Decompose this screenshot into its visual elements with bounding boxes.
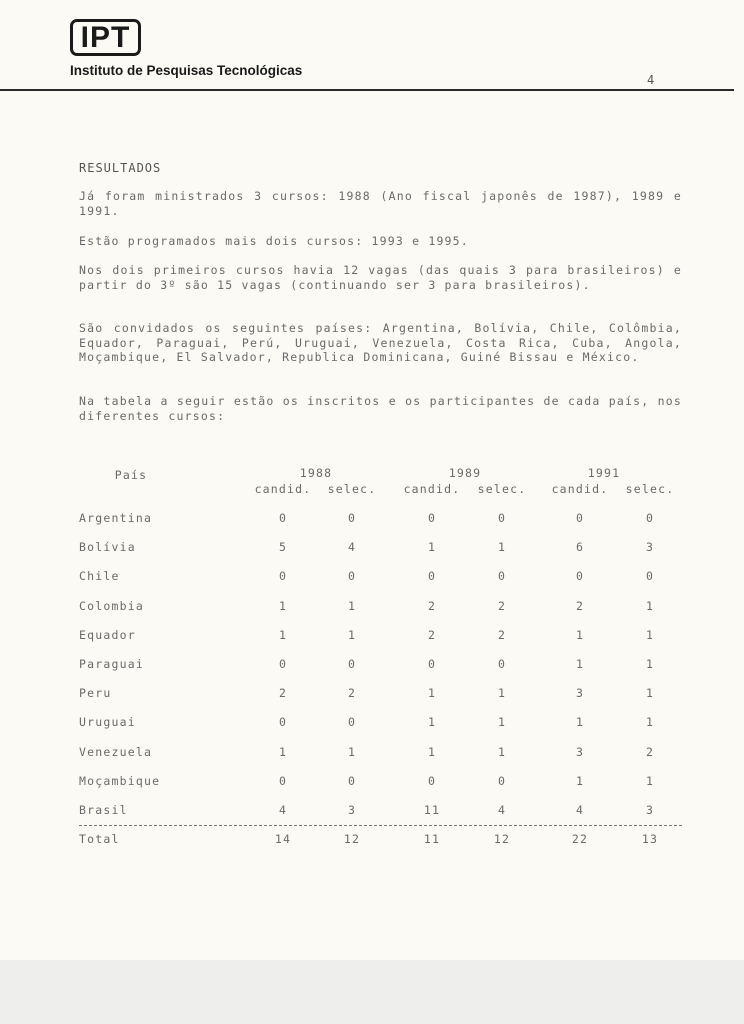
table-cell: 1 bbox=[497, 744, 507, 759]
year-header: 1989 bbox=[448, 466, 482, 480]
row-country-label: Colombia bbox=[79, 598, 144, 613]
table-cell: 4 bbox=[347, 540, 357, 555]
total-cell: 22 bbox=[571, 832, 589, 846]
table-cell: 3 bbox=[645, 540, 655, 555]
ipt-logo bbox=[70, 19, 141, 56]
total-divider bbox=[79, 825, 682, 826]
table-cell: 3 bbox=[575, 744, 585, 759]
table-cell: 11 bbox=[423, 803, 441, 817]
table-cell: 0 bbox=[278, 569, 288, 584]
total-cell: 12 bbox=[493, 832, 511, 846]
table-cell: 2 bbox=[427, 598, 437, 613]
table-cell: 2 bbox=[278, 686, 288, 701]
table-cell: 4 bbox=[575, 803, 585, 817]
table-cell: 0 bbox=[347, 569, 357, 584]
table-cell: 1 bbox=[575, 715, 585, 730]
table-cell: 1 bbox=[497, 715, 507, 730]
row-country-label: Chile bbox=[79, 569, 120, 584]
table-cell: 1 bbox=[347, 627, 357, 642]
table-cell: 1 bbox=[645, 657, 655, 671]
table-cell: 3 bbox=[645, 803, 655, 817]
table-cell: 0 bbox=[497, 773, 507, 788]
table-cell: 6 bbox=[575, 540, 585, 555]
paragraph-courses-planned: Estão programados mais dois cursos: 1993 e 1995. bbox=[79, 234, 469, 248]
table-cell: 0 bbox=[347, 657, 357, 671]
table-cell: 1 bbox=[497, 686, 507, 701]
table-cell: 1 bbox=[645, 598, 655, 613]
table-cell: 1 bbox=[347, 744, 357, 759]
table-cell: 0 bbox=[497, 657, 507, 671]
table-cell: 2 bbox=[497, 627, 507, 642]
table-cell: 1 bbox=[645, 627, 655, 642]
paragraph-courses-held: Já foram ministrados 3 cursos: 1988 (Ano fiscal japonês de 1987), 1989 e 1991. bbox=[79, 189, 682, 218]
table-cell: 0 bbox=[278, 773, 288, 788]
row-country-label: Argentina bbox=[79, 511, 153, 525]
table-cell: 0 bbox=[427, 511, 437, 525]
table-cell: 2 bbox=[575, 598, 585, 613]
table-cell: 1 bbox=[427, 744, 437, 759]
row-country-label: Paraguai bbox=[79, 657, 144, 671]
table-cell: 1 bbox=[427, 715, 437, 730]
table-cell: 0 bbox=[575, 569, 585, 584]
row-country-label: Brasil bbox=[79, 803, 128, 817]
page-bottom-edge bbox=[0, 960, 744, 1024]
table-cell: 1 bbox=[427, 686, 437, 701]
table-cell: 2 bbox=[645, 744, 655, 759]
country-column-header: País bbox=[114, 468, 148, 482]
table-cell: 0 bbox=[645, 569, 655, 584]
table-cell: 0 bbox=[427, 657, 437, 671]
table-cell: 0 bbox=[497, 569, 507, 584]
year-header: 1991 bbox=[587, 466, 621, 480]
column-subheader: candid. bbox=[551, 482, 609, 496]
table-cell: 1 bbox=[278, 744, 288, 759]
total-label: Total bbox=[79, 832, 120, 846]
section-title: RESULTADOS bbox=[79, 161, 162, 175]
table-cell: 0 bbox=[347, 715, 357, 730]
total-cell: 14 bbox=[274, 832, 292, 846]
row-country-label: Bolívia bbox=[79, 540, 136, 555]
table-cell: 1 bbox=[645, 715, 655, 730]
table-cell: 1 bbox=[278, 598, 288, 613]
header-divider bbox=[0, 89, 734, 91]
table-cell: 0 bbox=[427, 773, 437, 788]
total-cell: 12 bbox=[343, 832, 361, 846]
column-subheader: candid. bbox=[403, 482, 461, 496]
row-country-label: Equador bbox=[79, 627, 136, 642]
total-cell: 13 bbox=[641, 832, 659, 846]
table-cell: 3 bbox=[347, 803, 357, 817]
table-cell: 3 bbox=[575, 686, 585, 701]
table-cell: 1 bbox=[347, 598, 357, 613]
paragraph-invited-countries: São convidados os seguintes países: Argentina, Bolívia, Chile, Colômbia, Equador, Paraguai, Perú, Uruguai, Venezuela, Costa Rica, Cuba, Angola, Moçambique, El Salvador, Republica Dominicana, Guiné Bissau e México. bbox=[79, 321, 682, 364]
table-cell: 0 bbox=[575, 511, 585, 525]
table-cell: 1 bbox=[497, 540, 507, 555]
table-cell: 2 bbox=[347, 686, 357, 701]
column-subheader: selec. bbox=[327, 482, 377, 496]
table-cell: 4 bbox=[278, 803, 288, 817]
table-cell: 2 bbox=[497, 598, 507, 613]
column-subheader: selec. bbox=[477, 482, 527, 496]
paragraph-vacancies: Nos dois primeiros cursos havia 12 vagas (das quais 3 para brasileiros) e partir do 3º são 15 vagas (continuando ser 3 para brasileiros). bbox=[79, 263, 682, 292]
table-cell: 1 bbox=[427, 540, 437, 555]
table-cell: 0 bbox=[278, 715, 288, 730]
page-number: 4 bbox=[647, 73, 655, 87]
table-cell: 0 bbox=[347, 511, 357, 525]
paragraph-table-intro: Na tabela a seguir estão os inscritos e os participantes de cada país, nos diferentes cursos: bbox=[79, 394, 682, 423]
table-cell: 0 bbox=[278, 511, 288, 525]
table-cell: 1 bbox=[575, 773, 585, 788]
row-country-label: Uruguai bbox=[79, 715, 136, 730]
table-cell: 0 bbox=[347, 773, 357, 788]
row-country-label: Venezuela bbox=[79, 744, 153, 759]
total-cell: 11 bbox=[423, 832, 441, 846]
table-cell: 1 bbox=[575, 657, 585, 671]
table-cell: 2 bbox=[427, 627, 437, 642]
table-cell: 0 bbox=[497, 511, 507, 525]
table-cell: 4 bbox=[497, 803, 507, 817]
table-cell: 0 bbox=[645, 511, 655, 525]
organization-name: Instituto de Pesquisas Tecnológicas bbox=[70, 63, 303, 78]
table-cell: 0 bbox=[278, 657, 288, 671]
year-header: 1988 bbox=[299, 466, 333, 480]
table-cell: 1 bbox=[278, 627, 288, 642]
table-cell: 5 bbox=[278, 540, 288, 555]
logo-text: IPT bbox=[80, 20, 131, 54]
row-country-label: Moçambique bbox=[79, 773, 161, 788]
table-cell: 1 bbox=[645, 773, 655, 788]
row-country-label: Peru bbox=[79, 686, 112, 701]
table-cell: 1 bbox=[575, 627, 585, 642]
table-cell: 1 bbox=[645, 686, 655, 701]
column-subheader: selec. bbox=[625, 482, 675, 496]
table-cell: 0 bbox=[427, 569, 437, 584]
column-subheader: candid. bbox=[254, 482, 312, 496]
